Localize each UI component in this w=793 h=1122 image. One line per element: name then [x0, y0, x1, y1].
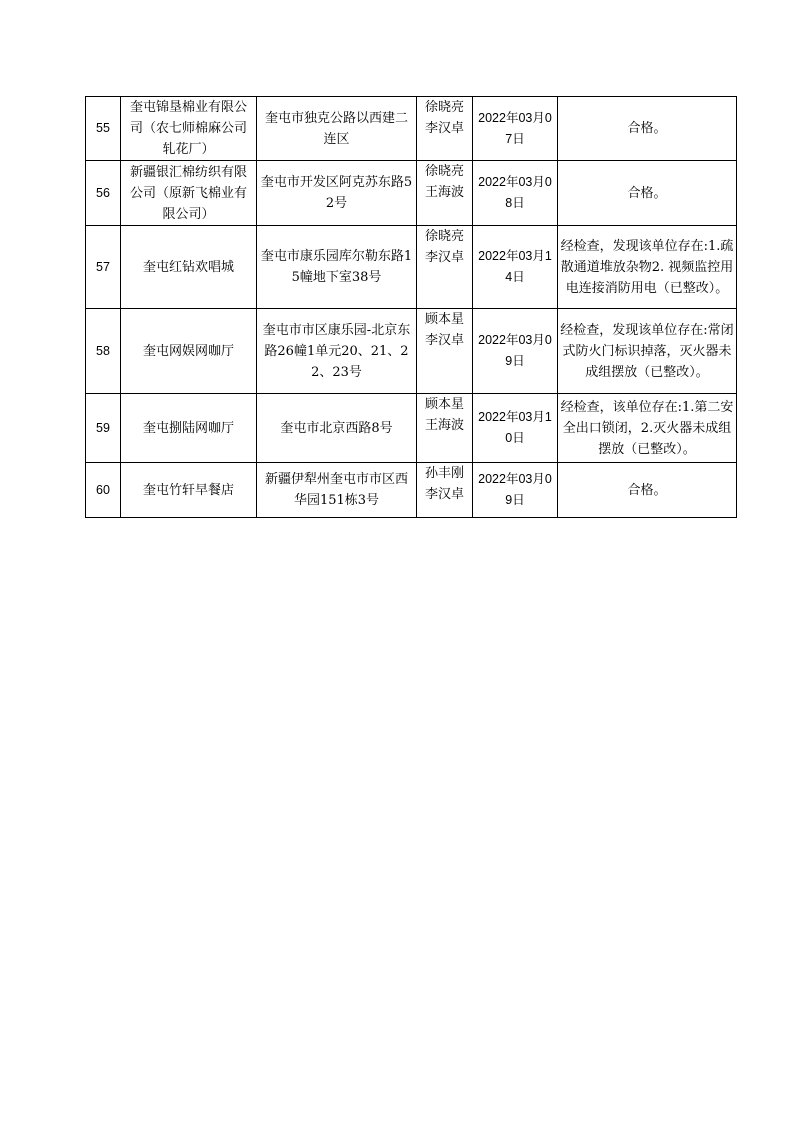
unit-address: 奎屯市北京西路8号: [257, 394, 417, 463]
table-row: [86, 309, 737, 394]
unit-address: 奎屯市康乐园库尔勒东路15幢地下室38号: [257, 226, 417, 309]
inspection-result: 经检查，该单位存在:1.第二安全出口锁闭，2.灭火器未成组摆放（已整改）。: [558, 394, 737, 463]
inspection-date: 2022年03月14日: [473, 226, 558, 309]
inspection-date: 2022年03月10日: [473, 394, 558, 463]
inspector-names: [417, 161, 473, 226]
inspection-table: [85, 96, 737, 518]
unit-name: 奎屯竹轩早餐店: [121, 463, 257, 518]
table-row: [86, 161, 737, 226]
inspection-date: 2022年03月08日: [473, 161, 558, 226]
inspector-names: [417, 394, 473, 463]
inspector-name: 李汉卓: [424, 121, 464, 136]
inspector-name: 孙丰刚: [424, 466, 464, 481]
inspection-date: 2022年03月09日: [473, 309, 558, 394]
inspector-name: 王海波: [424, 418, 464, 433]
inspector-names: [417, 226, 473, 309]
unit-address: 奎屯市开发区阿克苏东路52号: [257, 161, 417, 226]
row-number: 57: [86, 226, 121, 309]
row-number: 60: [86, 463, 121, 518]
unit-name: 奎屯红钻欢唱城: [121, 226, 257, 309]
row-number: 58: [86, 309, 121, 394]
inspector-name: 徐晓亮: [424, 164, 464, 179]
row-number: 55: [86, 97, 121, 161]
inspection-result: 合格。: [558, 463, 737, 518]
unit-address: 新疆伊犁州奎屯市市区西华园151栋3号: [257, 463, 417, 518]
inspector-names: [417, 309, 473, 394]
inspector-name: 顾本星: [424, 397, 464, 412]
inspector-name: 顾本星: [424, 312, 464, 327]
row-number: 59: [86, 394, 121, 463]
table-row: [86, 394, 737, 463]
inspection-result: 合格。: [558, 161, 737, 226]
inspector-name: 李汉卓: [424, 333, 464, 348]
inspector-name: 徐晓亮: [424, 100, 464, 115]
inspector-name: 李汉卓: [424, 250, 464, 265]
inspector-name: 徐晓亮: [424, 229, 464, 244]
inspector-name: 王海波: [424, 185, 464, 200]
inspector-name: 李汉卓: [424, 487, 464, 502]
inspection-result: 经检查，发现该单位存在:常闭式防火门标识掉落，灭火器未成组摆放（已整改）。: [558, 309, 737, 394]
unit-name: 奎屯网娱网咖厅: [121, 309, 257, 394]
unit-name: 新疆银汇棉纺织有限公司（原新飞棉业有限公司）: [121, 161, 257, 226]
table-row: [86, 463, 737, 518]
inspection-result: 合格。: [558, 97, 737, 161]
unit-address: 奎屯市市区康乐园-北京东路26幢1单元20、21、22、23号: [257, 309, 417, 394]
table-row: [86, 97, 737, 161]
unit-name: 奎屯捌陆网咖厅: [121, 394, 257, 463]
table-row: [86, 226, 737, 309]
unit-address: 奎屯市独克公路以西建二连区: [257, 97, 417, 161]
inspection-date: 2022年03月09日: [473, 463, 558, 518]
inspection-result: 经检查，发现该单位存在:1.疏散通道堆放杂物2. 视频监控用电连接消防用电（已整改）。: [558, 226, 737, 309]
row-number: 56: [86, 161, 121, 226]
inspector-names: [417, 97, 473, 161]
inspector-names: [417, 463, 473, 518]
inspection-date: 2022年03月07日: [473, 97, 558, 161]
unit-name: 奎屯锦垦棉业有限公司（农七师棉麻公司轧花厂）: [121, 97, 257, 161]
